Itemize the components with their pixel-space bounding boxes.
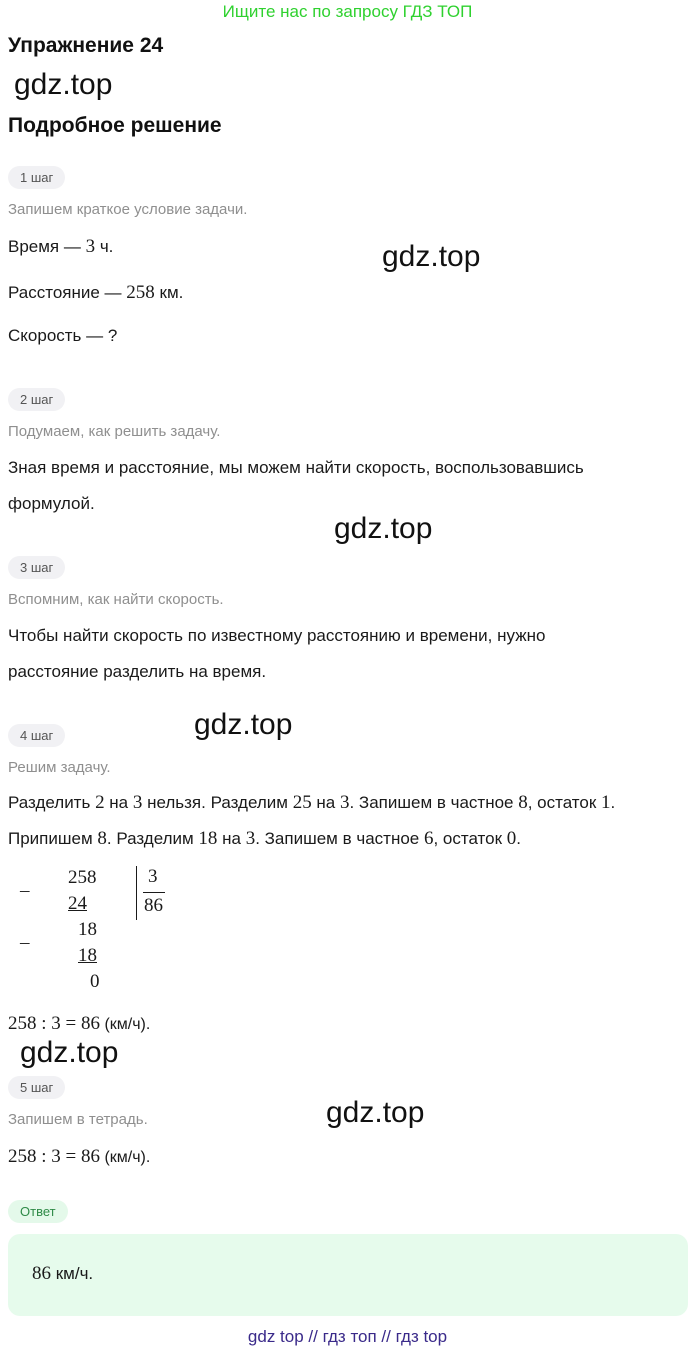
exercise-title: Упражнение 24 bbox=[8, 34, 164, 57]
answer-box bbox=[8, 1234, 688, 1316]
divisor: 3 bbox=[148, 866, 158, 887]
step-badge: 2 шаг bbox=[8, 388, 65, 411]
result-expression: 258 : 3 = 86 (км/ч). bbox=[8, 1013, 151, 1034]
minus-sign: – bbox=[20, 880, 30, 901]
watermark-logo: gdz.top bbox=[326, 1096, 425, 1129]
remainder: 0 bbox=[90, 971, 100, 992]
condition-distance: Расстояние — 258 км. bbox=[8, 282, 184, 303]
step-text: Разделить 2 на 3 нельзя. Разделим 25 на 3. Запишем в частное 8, остаток 1. bbox=[8, 792, 616, 813]
search-banner[interactable]: Ищите нас по запросу ГДЗ ТОП bbox=[222, 2, 473, 21]
answer-badge: Ответ bbox=[8, 1200, 68, 1223]
step-hint: Запишем краткое условие задачи. bbox=[8, 201, 248, 218]
minus-sign: – bbox=[20, 932, 30, 953]
quotient: 86 bbox=[144, 895, 163, 916]
footer-links[interactable]: gdz top // гдз топ // гдз top bbox=[247, 1327, 448, 1346]
divisor-line bbox=[143, 892, 165, 893]
step-hint: Вспомним, как найти скорость. bbox=[8, 591, 224, 608]
step-hint: Решим задачу. bbox=[8, 759, 111, 776]
step-hint: Запишем в тетрадь. bbox=[8, 1111, 148, 1128]
watermark-logo: gdz.top bbox=[382, 240, 481, 273]
condition-speed: Скорость — ? bbox=[8, 326, 118, 345]
condition-time: Время — 3 ч. bbox=[8, 236, 114, 257]
step-text: расстояние разделить на время. bbox=[8, 662, 267, 681]
watermark-logo: gdz.top bbox=[20, 1036, 119, 1069]
section-heading: Подробное решение bbox=[8, 114, 222, 137]
watermark-logo: gdz.top bbox=[194, 708, 293, 741]
watermark-logo: gdz.top bbox=[334, 512, 433, 545]
subtrahend: 18 bbox=[78, 945, 97, 966]
step-text: Зная время и расстояние, мы можем найти скорость, воспользовавшись bbox=[8, 458, 584, 477]
result-expression: 258 : 3 = 86 (км/ч). bbox=[8, 1146, 151, 1167]
step-hint: Подумаем, как решить задачу. bbox=[8, 423, 221, 440]
step-text: Припишем 8. Разделим 18 на 3. Запишем в частное 6, остаток 0. bbox=[8, 828, 521, 849]
division-bar bbox=[136, 866, 137, 920]
answer-value: 86 км/ч. bbox=[32, 1263, 94, 1284]
step-badge: 3 шаг bbox=[8, 556, 65, 579]
remainder: 18 bbox=[78, 919, 97, 940]
step-text: Чтобы найти скорость по известному расстоянию и времени, нужно bbox=[8, 626, 546, 645]
step-text: формулой. bbox=[8, 494, 95, 513]
step-badge: 1 шаг bbox=[8, 166, 65, 189]
step-badge: 5 шаг bbox=[8, 1076, 65, 1099]
step-badge: 4 шаг bbox=[8, 724, 65, 747]
watermark-logo: gdz.top bbox=[14, 68, 113, 101]
dividend: 258 bbox=[68, 867, 97, 888]
subtrahend: 24 bbox=[68, 893, 87, 914]
